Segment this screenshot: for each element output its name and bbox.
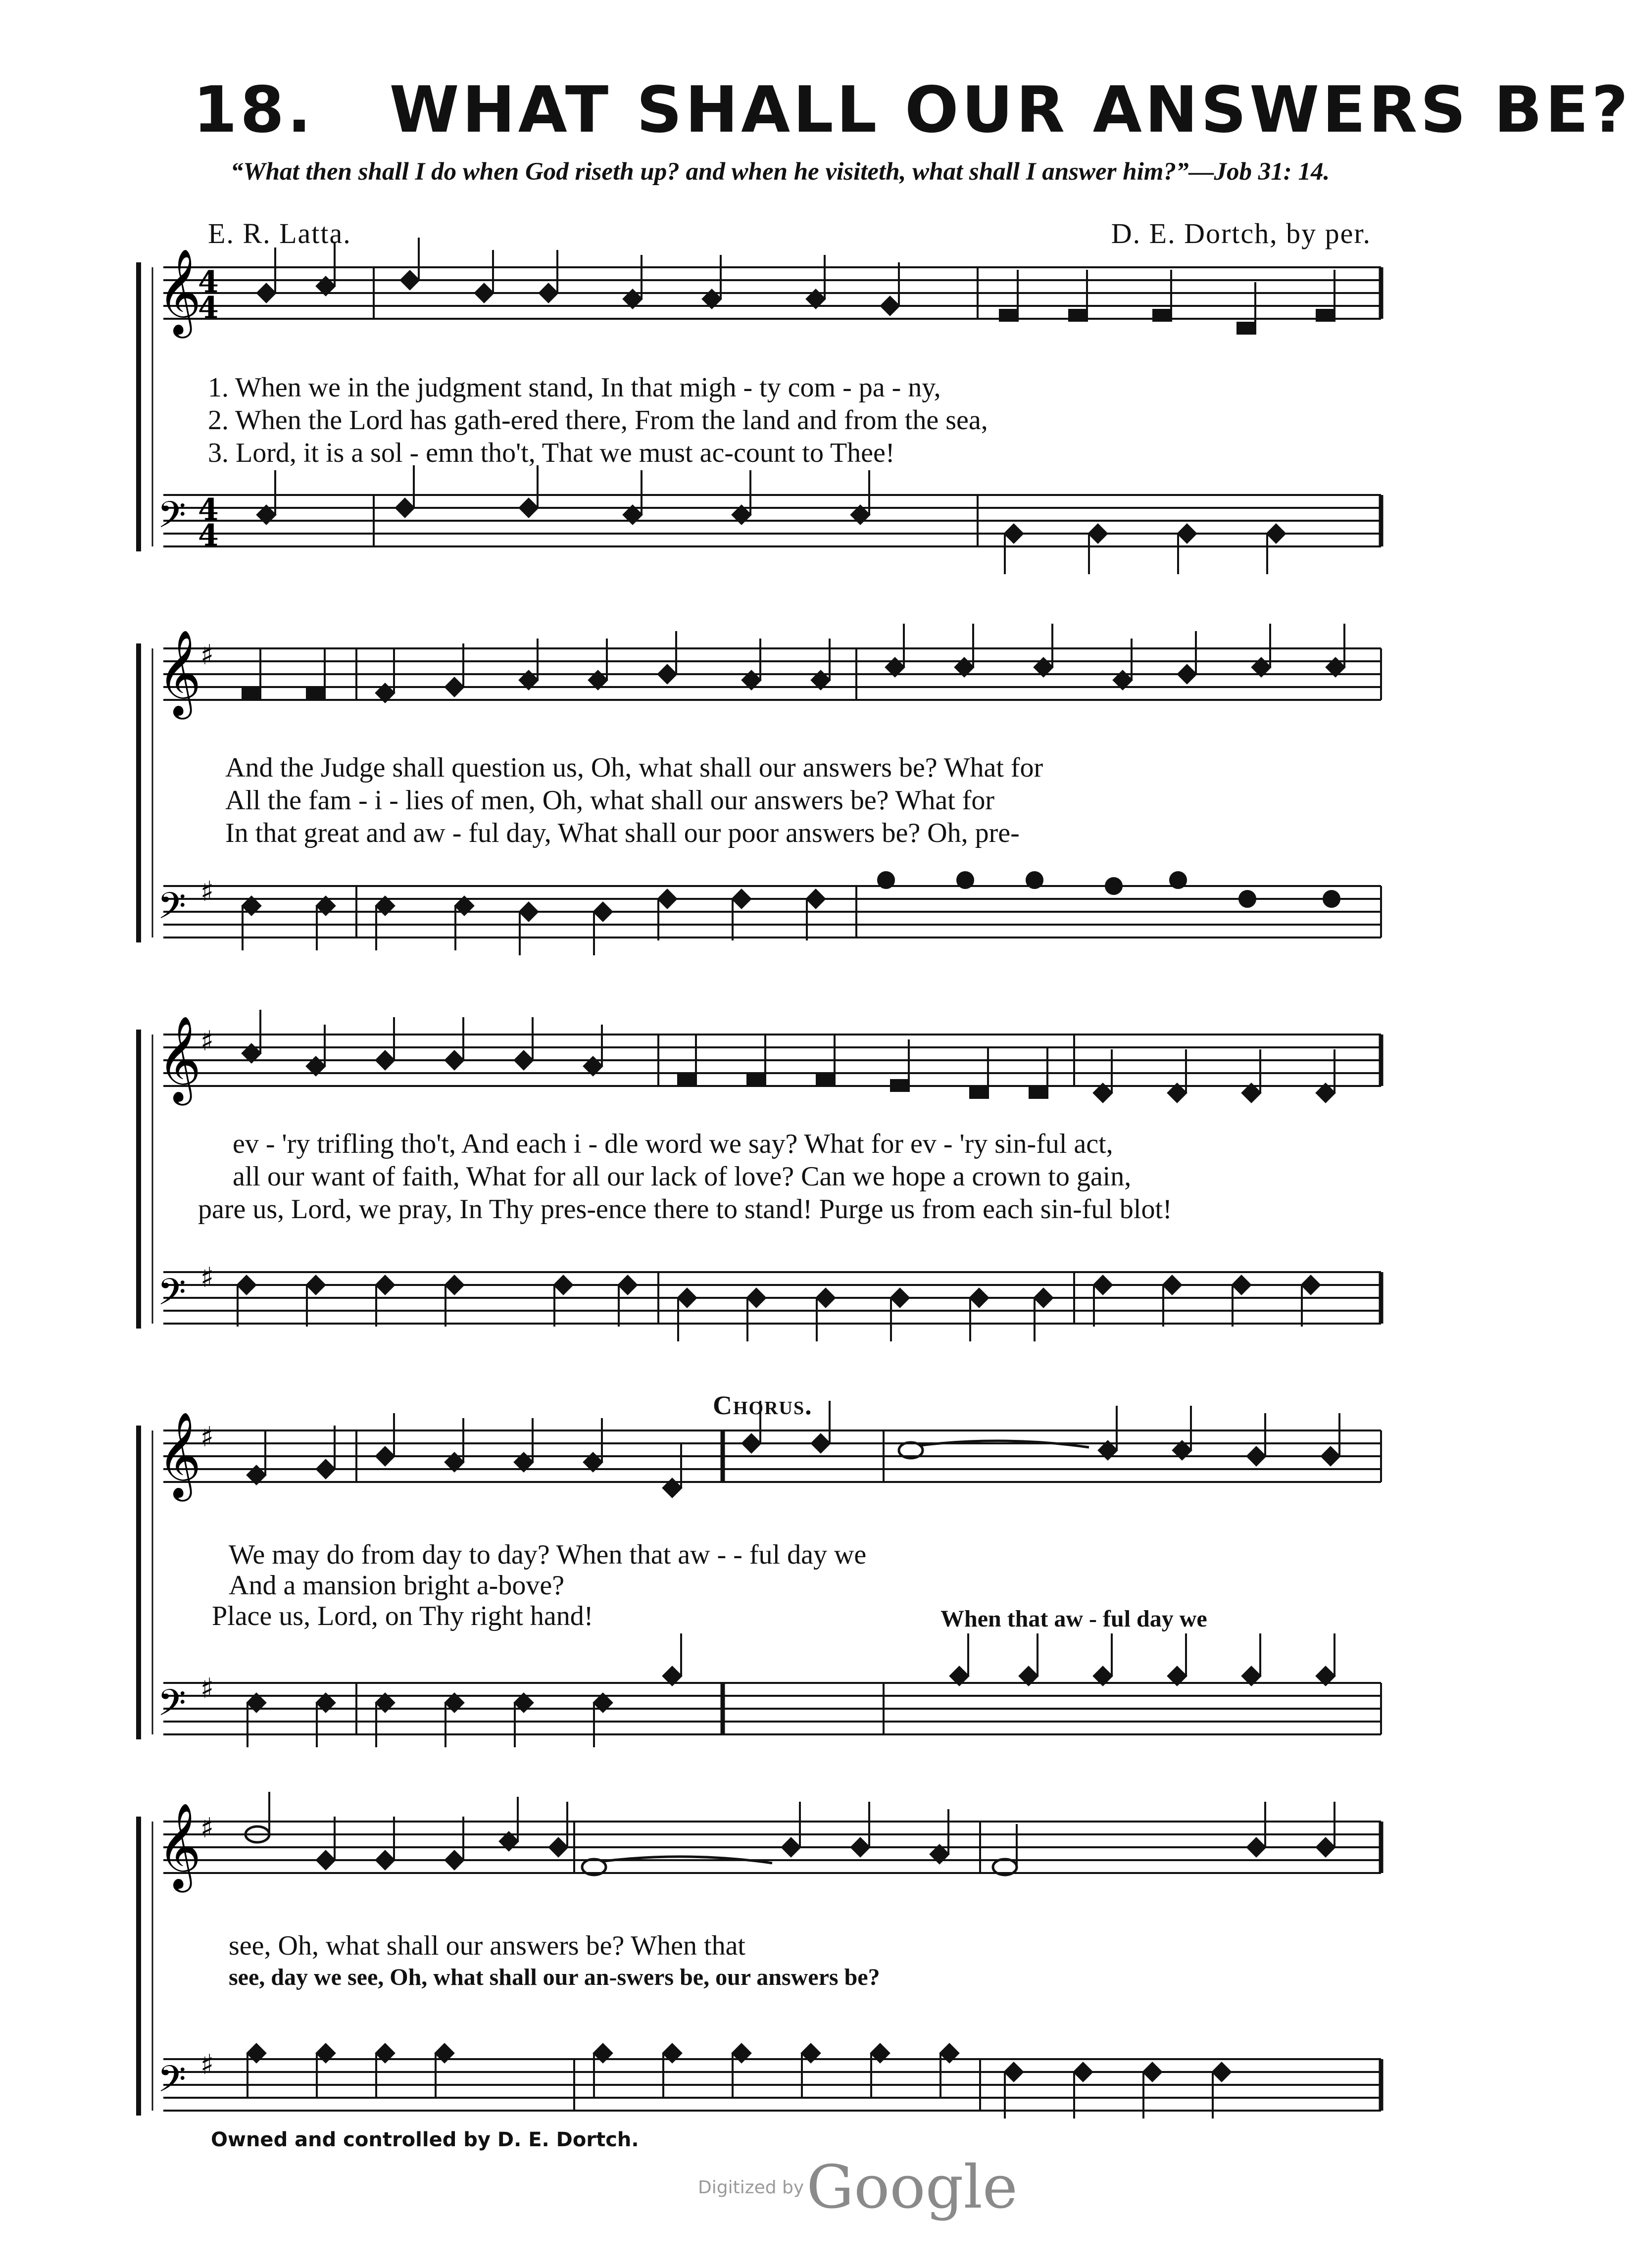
svg-text:4: 4 bbox=[198, 518, 219, 553]
staff-system-1 bbox=[0, 0, 1449, 594]
svg-text:𝄢: 𝄢 bbox=[157, 1681, 186, 1733]
verse-line-1: And the Judge shall question us, Oh, what shall our answers be? What for bbox=[225, 752, 1043, 783]
digitized-by-text: Digitized by bbox=[698, 2177, 804, 2198]
svg-text:𝄞: 𝄞 bbox=[157, 1803, 201, 1889]
svg-text:♯: ♯ bbox=[200, 2049, 214, 2081]
verse-line-2: all our want of faith, What for all our lack of love? Can we hope a crown to gain, bbox=[233, 1161, 1132, 1192]
verse-line-3: In that great and aw - ful day, What shall our poor answers be? Oh, pre- bbox=[225, 818, 1020, 848]
svg-text:♯: ♯ bbox=[200, 1421, 214, 1453]
hymn-number: 18. bbox=[193, 73, 314, 147]
verse-line-2: 2. When the Lord has gath-ered there, From the land and from the sea, bbox=[208, 405, 988, 436]
svg-text:♯: ♯ bbox=[200, 1262, 214, 1294]
digitized-watermark bbox=[698, 2153, 1018, 2222]
chorus-label: Chorus. bbox=[713, 1390, 813, 1420]
svg-text:𝄞: 𝄞 bbox=[157, 1016, 201, 1102]
verse-line-3: Place us, Lord, on Thy right hand! bbox=[212, 1601, 593, 1631]
svg-text:𝄞: 𝄞 bbox=[157, 248, 201, 335]
svg-text:𝄞: 𝄞 bbox=[157, 630, 201, 716]
verse-line-3: pare us, Lord, we pray, In Thy pres-ence there to stand! Purge us from each sin-ful blot! bbox=[198, 1194, 1172, 1225]
svg-text:♯: ♯ bbox=[200, 639, 214, 671]
verse-line-2: see, day we see, Oh, what shall our an-swers be, our answers be? bbox=[229, 1964, 880, 1990]
hymn-title-text: WHAT SHALL OUR ANSWERS BE? bbox=[389, 73, 1631, 147]
words-credit: E. R. Latta. bbox=[208, 217, 351, 249]
chorus-bass-words: When that aw - ful day we bbox=[940, 1606, 1207, 1632]
verse-line-1: ev - 'ry trifling tho't, And each i - dle word we say? What for ev - 'ry sin-ful act, bbox=[233, 1129, 1113, 1159]
verse-line-2: And a mansion bright a-bove? bbox=[229, 1570, 565, 1601]
svg-text:4: 4 bbox=[198, 291, 219, 325]
music-credit: D. E. Dortch, by per. bbox=[1111, 217, 1371, 249]
staff-system-4 bbox=[0, 1396, 1449, 1792]
verse-line-1: see, Oh, what shall our answers be? When that bbox=[229, 1930, 745, 1961]
svg-text:𝄞: 𝄞 bbox=[157, 1412, 201, 1498]
svg-text:♯: ♯ bbox=[200, 1673, 214, 1705]
scripture-epigraph: “What then shall I do when God riseth up? and when he visiteth, what shall I answer him?”—Job 31: 14. bbox=[230, 158, 1330, 186]
svg-text:4: 4 bbox=[198, 493, 219, 527]
svg-text:♯: ♯ bbox=[200, 1812, 214, 1844]
google-logo: Google bbox=[806, 2153, 1018, 2222]
verse-line-1: We may do from day to day? When that aw - - ful day we bbox=[229, 1539, 867, 1570]
svg-text:𝄢: 𝄢 bbox=[157, 493, 186, 545]
svg-text:𝄢: 𝄢 bbox=[157, 1271, 186, 1323]
svg-text:♯: ♯ bbox=[200, 876, 214, 908]
svg-text:𝄢: 𝄢 bbox=[157, 885, 186, 937]
svg-text:𝄢: 𝄢 bbox=[157, 2058, 186, 2110]
verse-line-3: 3. Lord, it is a sol - emn tho't, That we must ac-count to Thee! bbox=[208, 438, 895, 468]
svg-text:4: 4 bbox=[198, 265, 219, 299]
copyright-notice: Owned and controlled by D. E. Dortch. bbox=[211, 2128, 639, 2151]
verse-line-2: All the fam - i - lies of men, Oh, what shall our answers be? What for bbox=[225, 785, 995, 816]
verse-line-1: 1. When we in the judgment stand, In that migh - ty com - pa - ny, bbox=[208, 372, 941, 403]
svg-text:♯: ♯ bbox=[200, 1025, 214, 1057]
